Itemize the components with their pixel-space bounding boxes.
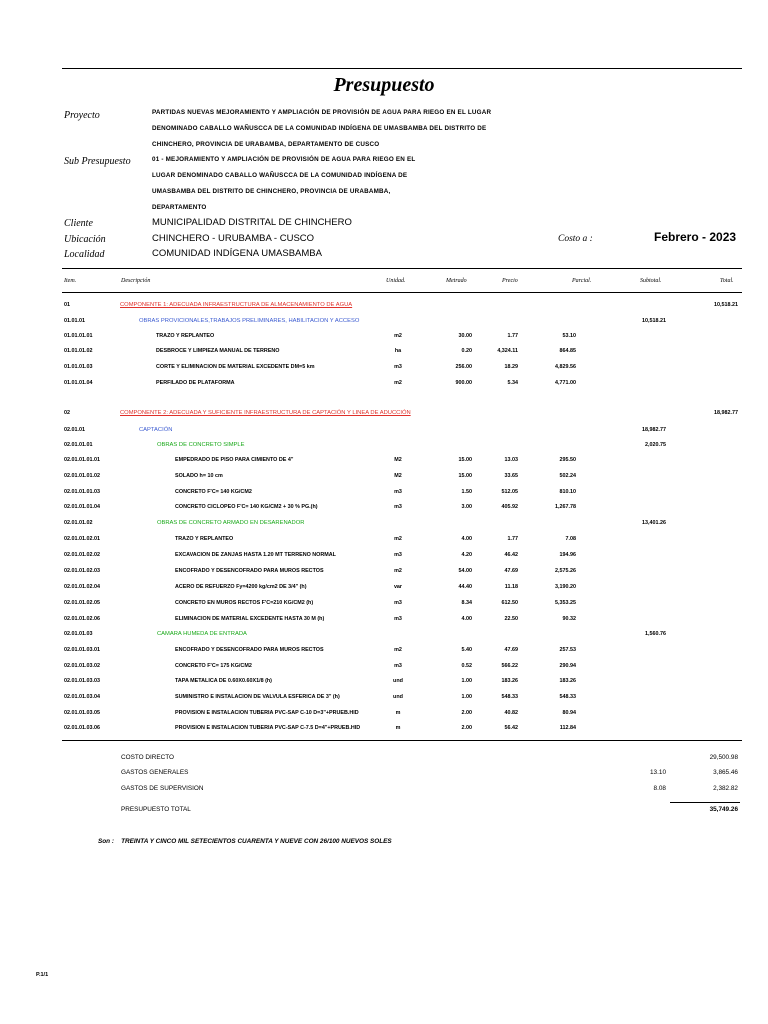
row-metrado: 1.00 <box>461 678 472 684</box>
row-unidad: var <box>393 584 403 590</box>
row-metrado: 0.52 <box>461 663 472 669</box>
row-unidad: und <box>393 694 403 700</box>
table-row <box>0 520 768 532</box>
table-row <box>0 678 768 690</box>
row-subtotal: 1,560.76 <box>645 631 666 637</box>
row-precio: 46.42 <box>504 552 518 558</box>
table-row <box>0 694 768 706</box>
row-item-code: 02.01.01.03.02 <box>64 663 100 669</box>
row-unidad: m <box>395 710 401 716</box>
summary-label: GASTOS DE SUPERVISION <box>121 785 204 792</box>
row-subtotal: 2,020.75 <box>645 442 666 448</box>
col-header-metrado: Metrado <box>446 278 467 284</box>
row-item-code: 01.01.01.02 <box>64 348 93 354</box>
summary-label: PRESUPUESTO TOTAL <box>121 806 191 813</box>
cliente-value: MUNICIPALIDAD DISTRITAL DE CHINCHERO <box>152 217 352 228</box>
row-description: ENCOFRADO Y DESENCOFRADO PARA MUROS RECTOS <box>175 568 324 574</box>
header-rule-bottom <box>62 292 742 293</box>
table-row <box>0 647 768 659</box>
row-description: OBRAS DE CONCRETO ARMADO EN DESARENADOR <box>157 520 305 526</box>
row-precio: 512.05 <box>501 489 518 495</box>
row-unidad: m2 <box>394 647 402 653</box>
row-metrado: 3.00 <box>461 504 472 510</box>
row-item-code: 02.01.01.01 <box>64 442 93 448</box>
table-row <box>0 348 768 360</box>
row-subtotal: 10,518.21 <box>642 318 666 324</box>
table-row <box>0 710 768 722</box>
row-precio: 22.50 <box>504 616 518 622</box>
son-label: Son : <box>98 838 114 845</box>
row-description: TAPA METALICA DE 0.60X0.60X1/8 (h) <box>175 678 272 684</box>
row-unidad: m2 <box>394 380 402 386</box>
row-metrado: 2.00 <box>461 725 472 731</box>
row-parcial: 4,829.56 <box>555 364 576 370</box>
row-parcial: 1,267.78 <box>555 504 576 510</box>
label-proyecto: Proyecto <box>64 110 100 121</box>
table-row <box>0 318 768 330</box>
row-item-code: 02.01.01 <box>64 427 85 433</box>
row-metrado: 1.50 <box>461 489 472 495</box>
row-description: CAMARA HUMEDA DE ENTRADA <box>157 631 247 637</box>
row-item-code: 02.01.01.03.06 <box>64 725 100 731</box>
sub-presupuesto-line: 01 - MEJORAMIENTO Y AMPLIACIÓN DE PROVISIÓN DE AGUA PARA RIEGO EN EL <box>152 156 416 163</box>
row-item-code: 02.01.01.02.05 <box>64 600 100 606</box>
row-unidad: M2 <box>394 457 402 463</box>
row-precio: 33.65 <box>504 473 518 479</box>
proyecto-line: DENOMINADO CABALLO WAÑUSCCA DE LA COMUNIDAD INDÍGENA DE UMASBAMBA DEL DISTRITO DE <box>152 125 487 132</box>
row-item-code: 02.01.01.02.02 <box>64 552 100 558</box>
row-unidad: m3 <box>394 489 402 495</box>
row-description: COMPONENTE 1: ADECUADA INFRAESTRUCTURA DE ALMACENAMIENTO DE AGUA <box>120 302 353 308</box>
row-item-code: 01.01.01.03 <box>64 364 93 370</box>
row-description: TRAZO Y REPLANTEO <box>175 536 234 542</box>
row-parcial: 3,190.20 <box>555 584 576 590</box>
table-row <box>0 457 768 469</box>
row-precio: 18.29 <box>504 364 518 370</box>
row-metrado: 54.00 <box>458 568 472 574</box>
row-description: OBRAS DE CONCRETO SIMPLE <box>157 442 245 448</box>
row-metrado: 15.00 <box>458 473 472 479</box>
row-unidad: m3 <box>394 504 402 510</box>
row-precio: 47.69 <box>504 568 518 574</box>
row-precio: 56.42 <box>504 725 518 731</box>
row-description: ELIMINACION DE MATERIAL EXCEDENTE HASTA 30 M (h) <box>175 616 325 622</box>
row-precio: 566.22 <box>501 663 518 669</box>
top-rule <box>62 68 742 69</box>
row-unidad: und <box>393 678 403 684</box>
row-item-code: 01 <box>64 302 70 308</box>
row-description: TRAZO Y REPLANTEO <box>156 333 215 339</box>
row-precio: 47.69 <box>504 647 518 653</box>
row-metrado: 4.00 <box>461 536 472 542</box>
row-description: SOLADO h= 10 cm <box>175 473 223 479</box>
row-metrado: 0.20 <box>461 348 472 354</box>
row-item-code: 02.01.01.01.02 <box>64 473 100 479</box>
row-item-code: 02.01.01.03 <box>64 631 93 637</box>
table-row <box>0 536 768 548</box>
row-parcial: 53.10 <box>562 333 576 339</box>
summary-row <box>0 806 768 818</box>
row-unidad: m <box>395 725 401 731</box>
col-header-item: Item. <box>64 278 77 284</box>
row-total: 18,982.77 <box>714 410 738 416</box>
table-row <box>0 473 768 485</box>
row-unidad: m2 <box>394 333 402 339</box>
row-metrado: 5.40 <box>461 647 472 653</box>
sub-presupuesto-line: LUGAR DENOMINADO CABALLO WAÑUSCCA DE LA COMUNIDAD INDÍGENA DE <box>152 172 408 179</box>
row-parcial: 112.84 <box>559 725 576 731</box>
row-parcial: 295.50 <box>559 457 576 463</box>
row-description: CAPTACIÓN <box>139 427 173 433</box>
amount-in-words <box>98 838 392 845</box>
row-parcial: 194.96 <box>559 552 576 558</box>
table-row <box>0 663 768 675</box>
row-parcial: 5,353.25 <box>555 600 576 606</box>
row-unidad: ha <box>394 348 402 354</box>
row-parcial: 183.26 <box>559 678 576 684</box>
label-localidad: Localidad <box>64 249 105 260</box>
row-precio: 183.26 <box>501 678 518 684</box>
row-description: ENCOFRADO Y DESENCOFRADO PARA MUROS RECTOS <box>175 647 324 653</box>
row-description: CONCRETO F'C= 175 KG/CM2 <box>175 663 252 669</box>
row-metrado: 900.00 <box>455 380 472 386</box>
row-parcial: 257.53 <box>559 647 576 653</box>
sub-presupuesto-line: DEPARTAMENTO <box>152 204 207 211</box>
row-precio: 548.33 <box>501 694 518 700</box>
table-row <box>0 410 768 422</box>
row-unidad: m3 <box>394 364 402 370</box>
row-precio: 11.18 <box>504 584 518 590</box>
row-item-code: 02.01.01.02.06 <box>64 616 100 622</box>
row-parcial: 864.85 <box>559 348 576 354</box>
row-parcial: 4,771.00 <box>555 380 576 386</box>
sub-presupuesto-text <box>152 152 522 216</box>
row-unidad: m3 <box>394 663 402 669</box>
table-row <box>0 427 768 439</box>
table-row <box>0 364 768 376</box>
row-unidad: m3 <box>394 552 402 558</box>
row-item-code: 02.01.01.02 <box>64 520 93 526</box>
row-description: ACERO DE REFUERZO Fy=4200 kg/cm2 DE 3/4" (h) <box>175 584 307 590</box>
table-row <box>0 616 768 628</box>
row-description: SUMINISTRO E INSTALACION DE VALVULA ESFERICA DE 3" (h) <box>175 694 340 700</box>
row-metrado: 8.34 <box>461 600 472 606</box>
proyecto-line: CHINCHERO, PROVINCIA DE URABAMBA, DEPARTAMENTO DE CUSCO <box>152 141 380 148</box>
page-number: P.1/1 <box>36 972 49 978</box>
row-description: CONCRETO CICLOPEO F'C= 140 KG/CM2 + 30 % PG.(h) <box>175 504 318 510</box>
row-metrado: 15.00 <box>458 457 472 463</box>
row-metrado: 30.00 <box>458 333 472 339</box>
row-description: CORTE Y ELIMINACION DE MATERIAL EXCEDENTE DM=5 km <box>156 364 315 370</box>
row-item-code: 02.01.01.03.05 <box>64 710 100 716</box>
row-item-code: 01.01.01.01 <box>64 333 93 339</box>
label-ubicacion: Ubicación <box>64 234 106 245</box>
summary-value: 3,865.46 <box>713 769 738 776</box>
summary-value: 29,500.98 <box>709 754 738 761</box>
row-item-code: 02.01.01.02.04 <box>64 584 100 590</box>
row-metrado: 4.20 <box>461 552 472 558</box>
row-parcial: 810.10 <box>559 489 576 495</box>
row-precio: 405.92 <box>501 504 518 510</box>
row-metrado: 2.00 <box>461 710 472 716</box>
summary-percent: 8.08 <box>653 785 666 792</box>
table-row <box>0 600 768 612</box>
summary-label: COSTO DIRECTO <box>121 754 175 761</box>
row-precio: 1.77 <box>507 333 518 339</box>
row-item-code: 02 <box>64 410 70 416</box>
row-item-code: 02.01.01.01.04 <box>64 504 100 510</box>
row-description: DESBROCE Y LIMPIEZA MANUAL DE TERRENO <box>156 348 280 354</box>
row-parcial: 502.24 <box>559 473 576 479</box>
table-row <box>0 584 768 596</box>
summary-row <box>0 754 768 766</box>
label-costo-a: Costo a : <box>558 234 593 244</box>
row-description: PERFILADO DE PLATAFORMA <box>156 380 235 386</box>
costo-fecha: Febrero - 2023 <box>654 230 737 244</box>
col-header-unidad: Unidad. <box>386 278 406 284</box>
label-cliente: Cliente <box>64 218 93 229</box>
table-row <box>0 380 768 392</box>
table-row <box>0 631 768 643</box>
row-unidad: m2 <box>394 536 402 542</box>
row-metrado: 4.00 <box>461 616 472 622</box>
row-item-code: 02.01.01.03.04 <box>64 694 100 700</box>
row-parcial: 548.33 <box>559 694 576 700</box>
row-parcial: 290.94 <box>559 663 576 669</box>
summary-rule <box>62 740 742 741</box>
row-unidad: m3 <box>394 616 402 622</box>
summary-percent: 13.10 <box>650 769 666 776</box>
summary-value: 35,749.26 <box>709 806 738 813</box>
row-precio: 40.82 <box>504 710 518 716</box>
proyecto-text <box>152 105 522 153</box>
row-description: CONCRETO EN MUROS RECTOS F'C=210 KG/CM2 (h) <box>175 600 314 606</box>
row-item-code: 02.01.01.03.01 <box>64 647 100 653</box>
row-item-code: 01.01.01 <box>64 318 85 324</box>
total-rule <box>670 802 740 803</box>
row-subtotal: 13,401.26 <box>642 520 666 526</box>
table-row <box>0 725 768 737</box>
row-precio: 4,324.11 <box>497 348 518 354</box>
row-description: EMPEDRADO DE PISO PARA CIMIENTO DE 4" <box>175 457 294 463</box>
row-precio: 5.34 <box>507 380 518 386</box>
row-description: PROVISION E INSTALACION TUBERIA PVC-SAP C-7.5 D=4"+PRUEB.HID <box>175 725 361 731</box>
summary-row <box>0 785 768 797</box>
row-unidad: m3 <box>394 600 402 606</box>
summary-row <box>0 769 768 781</box>
row-parcial: 2,575.26 <box>555 568 576 574</box>
row-parcial: 80.94 <box>562 710 576 716</box>
table-row <box>0 489 768 501</box>
table-row <box>0 302 768 314</box>
row-metrado: 1.00 <box>461 694 472 700</box>
localidad-value: COMUNIDAD INDÍGENA UMASBAMBA <box>152 248 322 259</box>
row-description: PROVISION E INSTALACION TUBERIA PVC-SAP C-10 D=3"+PRUEB.HID <box>175 710 359 716</box>
header-rule-top <box>62 268 742 269</box>
col-header-descripcion: Descripción <box>121 278 151 284</box>
row-parcial: 90.32 <box>562 616 576 622</box>
table-row <box>0 568 768 580</box>
table-row <box>0 504 768 516</box>
row-precio: 612.50 <box>501 600 518 606</box>
row-description: EXCAVACION DE ZANJAS HASTA 1.20 MT TERRENO NORMAL <box>175 552 336 558</box>
row-item-code: 02.01.01.02.01 <box>64 536 100 542</box>
row-parcial: 7.08 <box>565 536 576 542</box>
page-title: Presupuesto <box>333 74 435 96</box>
row-unidad: M2 <box>394 473 402 479</box>
ubicacion-value: CHINCHERO - URUBAMBA - CUSCO <box>152 233 315 244</box>
table-row <box>0 442 768 454</box>
row-description: CONCRETO F'C= 140 KG/CM2 <box>175 489 252 495</box>
row-precio: 13.03 <box>504 457 518 463</box>
row-metrado: 44.40 <box>458 584 472 590</box>
row-item-code: 02.01.01.01.01 <box>64 457 100 463</box>
row-unidad: m2 <box>394 568 402 574</box>
row-item-code: 02.01.01.01.03 <box>64 489 100 495</box>
table-row <box>0 333 768 345</box>
row-metrado: 256.00 <box>455 364 472 370</box>
summary-label: GASTOS GENERALES <box>121 769 189 776</box>
col-header-total: Total. <box>720 278 734 284</box>
label-sub-presupuesto: Sub Presupuesto <box>64 156 131 167</box>
row-item-code: 02.01.01.03.03 <box>64 678 100 684</box>
sub-presupuesto-line: UMASBAMBA DEL DISTRITO DE CHINCHERO, PROVINCIA DE URABAMBA, <box>152 188 391 195</box>
col-header-subtotal: Subtotal. <box>640 278 662 284</box>
col-header-precio: Precio <box>502 278 518 284</box>
row-item-code: 01.01.01.04 <box>64 380 93 386</box>
table-row <box>0 552 768 564</box>
row-description: COMPONENTE 2: ADECUADA Y SUFICIENTE INFRAESTRUCTURA DE CAPTACIÓN Y LINEA DE ADUCCIÓN <box>120 410 411 416</box>
row-item-code: 02.01.01.02.03 <box>64 568 100 574</box>
proyecto-line: PARTIDAS NUEVAS MEJORAMIENTO Y AMPLIACIÓN DE PROVISIÓN DE AGUA PARA RIEGO EN EL LUGAR <box>152 109 492 116</box>
col-header-parcial: Parcial. <box>572 278 592 284</box>
summary-value: 2,382.82 <box>713 785 738 792</box>
row-total: 10,518.21 <box>714 302 738 308</box>
row-description: OBRAS PROVICIONALES,TRABAJOS PRELIMINARES, HABILITACION Y ACCESO <box>139 318 360 324</box>
row-precio: 1.77 <box>507 536 518 542</box>
son-text: TREINTA Y CINCO MIL SETECIENTOS CUARENTA Y NUEVE CON 26/100 NUEVOS SOLES <box>121 838 392 845</box>
row-subtotal: 18,982.77 <box>642 427 666 433</box>
